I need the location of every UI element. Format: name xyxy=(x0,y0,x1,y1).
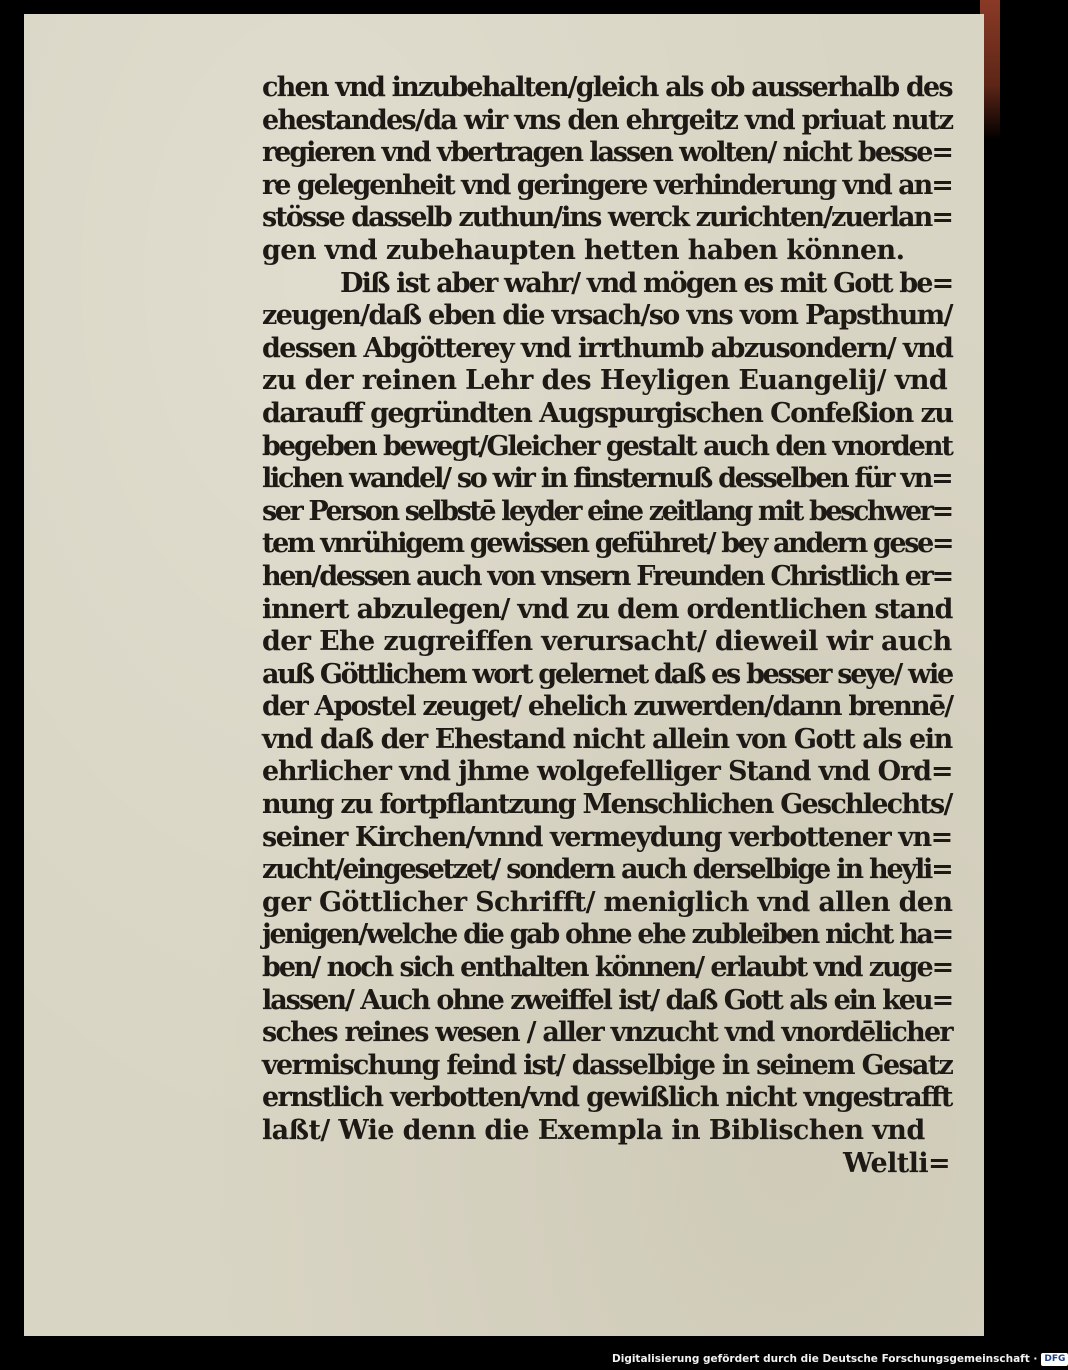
text-line: jenigen/welche die gab ohne ehe zubleiben nicht ha= xyxy=(262,919,952,951)
text-line: laßt/ Wie denn die Exempla in Biblischen vnd xyxy=(262,1115,925,1146)
text-line: vnd daß der Ehestand nicht allein von Gott als ein xyxy=(262,723,952,755)
digitization-footer xyxy=(612,1350,1068,1368)
text-line: regieren vnd vbertragen lassen wolten/ nicht besse= xyxy=(262,137,952,169)
text-line: ben/ noch sich enthalten können/ erlaubt vnd zuge= xyxy=(262,952,953,984)
text-line: innert abzulegen/ vnd zu dem ordentlichen stand xyxy=(262,593,953,625)
text-line: ernstlich verbotten/vnd gewißlich nicht vngestrafft xyxy=(262,1082,952,1114)
text-line: zeugen/daß eben die vrsach/so vns vom Papsthum/ xyxy=(262,300,952,332)
text-line: ehestandes/da wir vns den ehrgeitz vnd priuat nutz xyxy=(262,104,953,136)
text-line: tem vnrühigem gewissen geführet/ bey andern gese= xyxy=(262,528,953,560)
text-line: auß Göttlichem wort gelernet daß es besser seye/ wie xyxy=(262,658,952,690)
text-line: Diß ist aber wahr/ vnd mögen es mit Gott be= xyxy=(340,267,953,299)
text-line: lichen wandel/ so wir in finsternuß desselben für vn= xyxy=(262,463,952,495)
text-line: ehrlicher vnd jhme wolgefelliger Stand vnd Ord= xyxy=(262,756,953,788)
text-line: zu der reinen Lehr des Heyligen Euangelij/ vnd xyxy=(262,365,948,397)
text-line: der Apostel zeuget/ ehelich zuwerden/dann brennē/ xyxy=(262,691,953,723)
text-line: seiner Kirchen/vnnd vermeydung verbottener vn= xyxy=(262,821,952,853)
text-line: ger Göttlicher Schrifft/ meniglich vnd allen den xyxy=(262,886,953,918)
page-text xyxy=(262,72,952,1180)
text-line: zucht/eingesetzet/ sondern auch derselbige in heyli= xyxy=(262,854,952,886)
text-line: vermischung feind ist/ dasselbige in seinem Gesatz xyxy=(262,1049,953,1081)
text-line: nung zu fortpflantzung Menschlichen Geschlechts/ xyxy=(262,789,952,821)
footer-credit: Digitalisierung gefördert durch die Deutsche Forschungsgemeinschaft · xyxy=(612,1353,1038,1365)
text-line: darauff gegründten Augspurgischen Confeßion zu xyxy=(262,397,953,429)
text-line: lassen/ Auch ohne zweiffel ist/ daß Gott als ein keu= xyxy=(262,984,953,1016)
text-line: chen vnd inzubehalten/gleich als ob ausserhalb des xyxy=(262,72,952,103)
catchword: Weltli= xyxy=(843,1147,950,1179)
text-line: der Ehe zugreiffen verursacht/ dieweil wir auch xyxy=(262,626,952,658)
text-line: ser Person selbstē leyder eine zeitlang mit beschwer= xyxy=(262,495,952,527)
text-line: hen/dessen auch von vnsern Freunden Christlich er= xyxy=(262,560,952,592)
text-line: begeben bewegt/Gleicher gestalt auch den vnordent xyxy=(262,430,952,462)
text-line: dessen Abgötterey vnd irrthumb abzusondern/ vnd xyxy=(262,332,953,364)
text-line: sches reines wesen / aller vnzucht vnd vnordēlicher xyxy=(262,1017,952,1049)
text-line: stösse dasselb zuthun/ins werck zurichten/zuerlan= xyxy=(262,202,953,234)
text-line: re gelegenheit vnd geringere verhinderung vnd an= xyxy=(262,169,952,201)
dfg-logo: DFG xyxy=(1041,1353,1068,1366)
text-line: gen vnd zubehaupten hetten haben können. xyxy=(262,234,905,266)
